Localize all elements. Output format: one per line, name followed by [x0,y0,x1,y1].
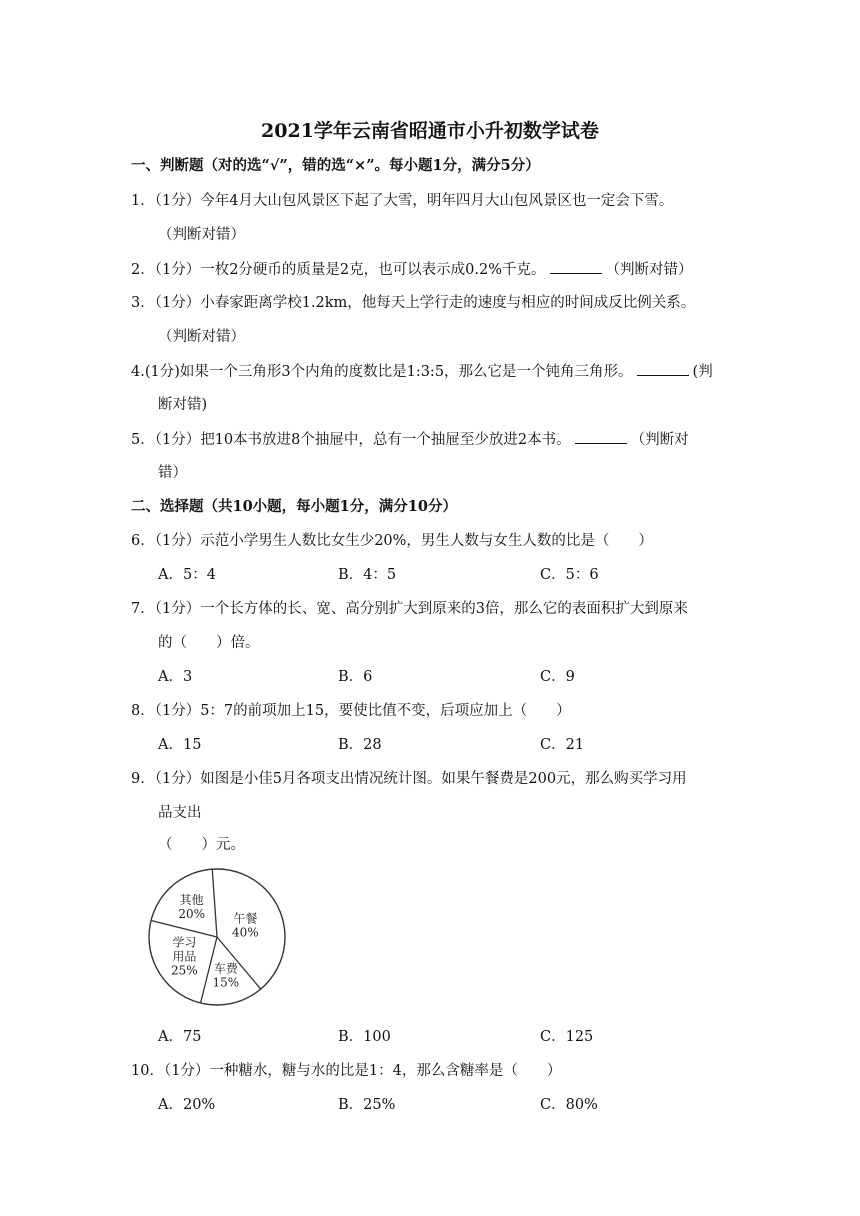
option-b[interactable]: B．6 [338,669,373,685]
option-b[interactable]: B．100 [338,1029,391,1045]
option-a[interactable]: A．15 [158,737,202,753]
question-3-text: 3．（1分）小春家距离学校1.2km，他每天上学行走的速度与相应的时间成反比例关系。 [131,295,696,311]
option-a[interactable]: A．20% [158,1097,216,1113]
option-c[interactable]: C．80% [540,1097,598,1113]
pie-slice-label: 其他 20% [178,892,205,921]
question-4 [131,362,713,381]
question-5-suffix: （判断对 [630,432,689,448]
option-c[interactable]: C．125 [540,1029,594,1045]
question-4-text: 4.(1分)如果一个三角形3个内角的度数比是1:3:5，那么它是一个钝角三角形。 [131,364,633,380]
question-9-text-line2: 品支出 [158,805,202,821]
question-1-text: 1．（1分）今年4月大山包风景区下起了大雪，明年四月大山包风景区也一定会下雪。 [131,193,674,209]
question-2-text: 2．（1分）一枚2分硬币的质量是2克，也可以表示成0.2%千克。 [131,262,546,278]
answer-blank[interactable] [550,260,602,274]
option-a[interactable]: A．75 [158,1029,202,1045]
pie-slice-label: 午餐 40% [232,911,259,940]
question-7-text-line2: 的（ ）倍。 [158,635,260,651]
pie-slice-label: 学习用品 25% [171,935,198,978]
option-a[interactable]: A．5：4 [158,567,216,583]
option-b[interactable]: B．25% [338,1097,396,1113]
expense-pie-chart [146,866,288,1008]
question-9-text-line3: （ ）元。 [158,837,245,853]
question-9-text: 9．（1分）如图是小佳5月各项支出情况统计图。如果午餐费是200元，那么购买学习用 [131,771,687,787]
pie-slice-label: 车费 15% [212,961,240,990]
section-2-heading: 二、选择题（共10小题，每小题1分，满分10分） [131,498,457,515]
question-5-suffix-line2: 错） [158,465,187,481]
question-3-suffix: （判断对错） [158,329,245,345]
question-6-text: 6．（1分）示范小学男生人数比女生少20%，男生人数与女生人数的比是（ ） [131,533,653,549]
question-8-text: 8．（1分）5：7的前项加上15，要使比值不变，后项应加上（ ） [131,703,571,719]
option-c[interactable]: C．21 [540,737,585,753]
answer-blank[interactable] [575,430,627,444]
option-a[interactable]: A．3 [158,669,193,685]
question-5-text: 5．（1分）把10本书放进8个抽屉中，总有一个抽屉至少放进2本书。 [131,432,571,448]
option-b[interactable]: B．28 [338,737,382,753]
question-2-suffix: （判断对错） [605,262,693,278]
question-5 [131,430,689,449]
question-4-suffix-line2: 断对错) [158,397,208,413]
page-title: 2021学年云南省昭通市小升初数学试卷 [261,120,599,142]
answer-blank[interactable] [637,362,689,376]
question-2 [131,260,693,279]
question-4-suffix: (判 [692,364,713,380]
option-b[interactable]: B．4：5 [338,567,397,583]
question-10-text: 10．（1分）一种糖水，糖与水的比是1：4，那么含糖率是（ ） [131,1063,562,1079]
option-c[interactable]: C．5：6 [540,567,599,583]
option-c[interactable]: C．9 [540,669,575,685]
question-7-text: 7．（1分）一个长方体的长、宽、高分别扩大到原来的3倍，那么它的表面积扩大到原来 [131,601,688,617]
section-1-heading: 一、判断题（对的选“√”，错的选“×”。每小题1分，满分5分） [131,157,540,174]
question-1-suffix: （判断对错） [158,227,245,243]
